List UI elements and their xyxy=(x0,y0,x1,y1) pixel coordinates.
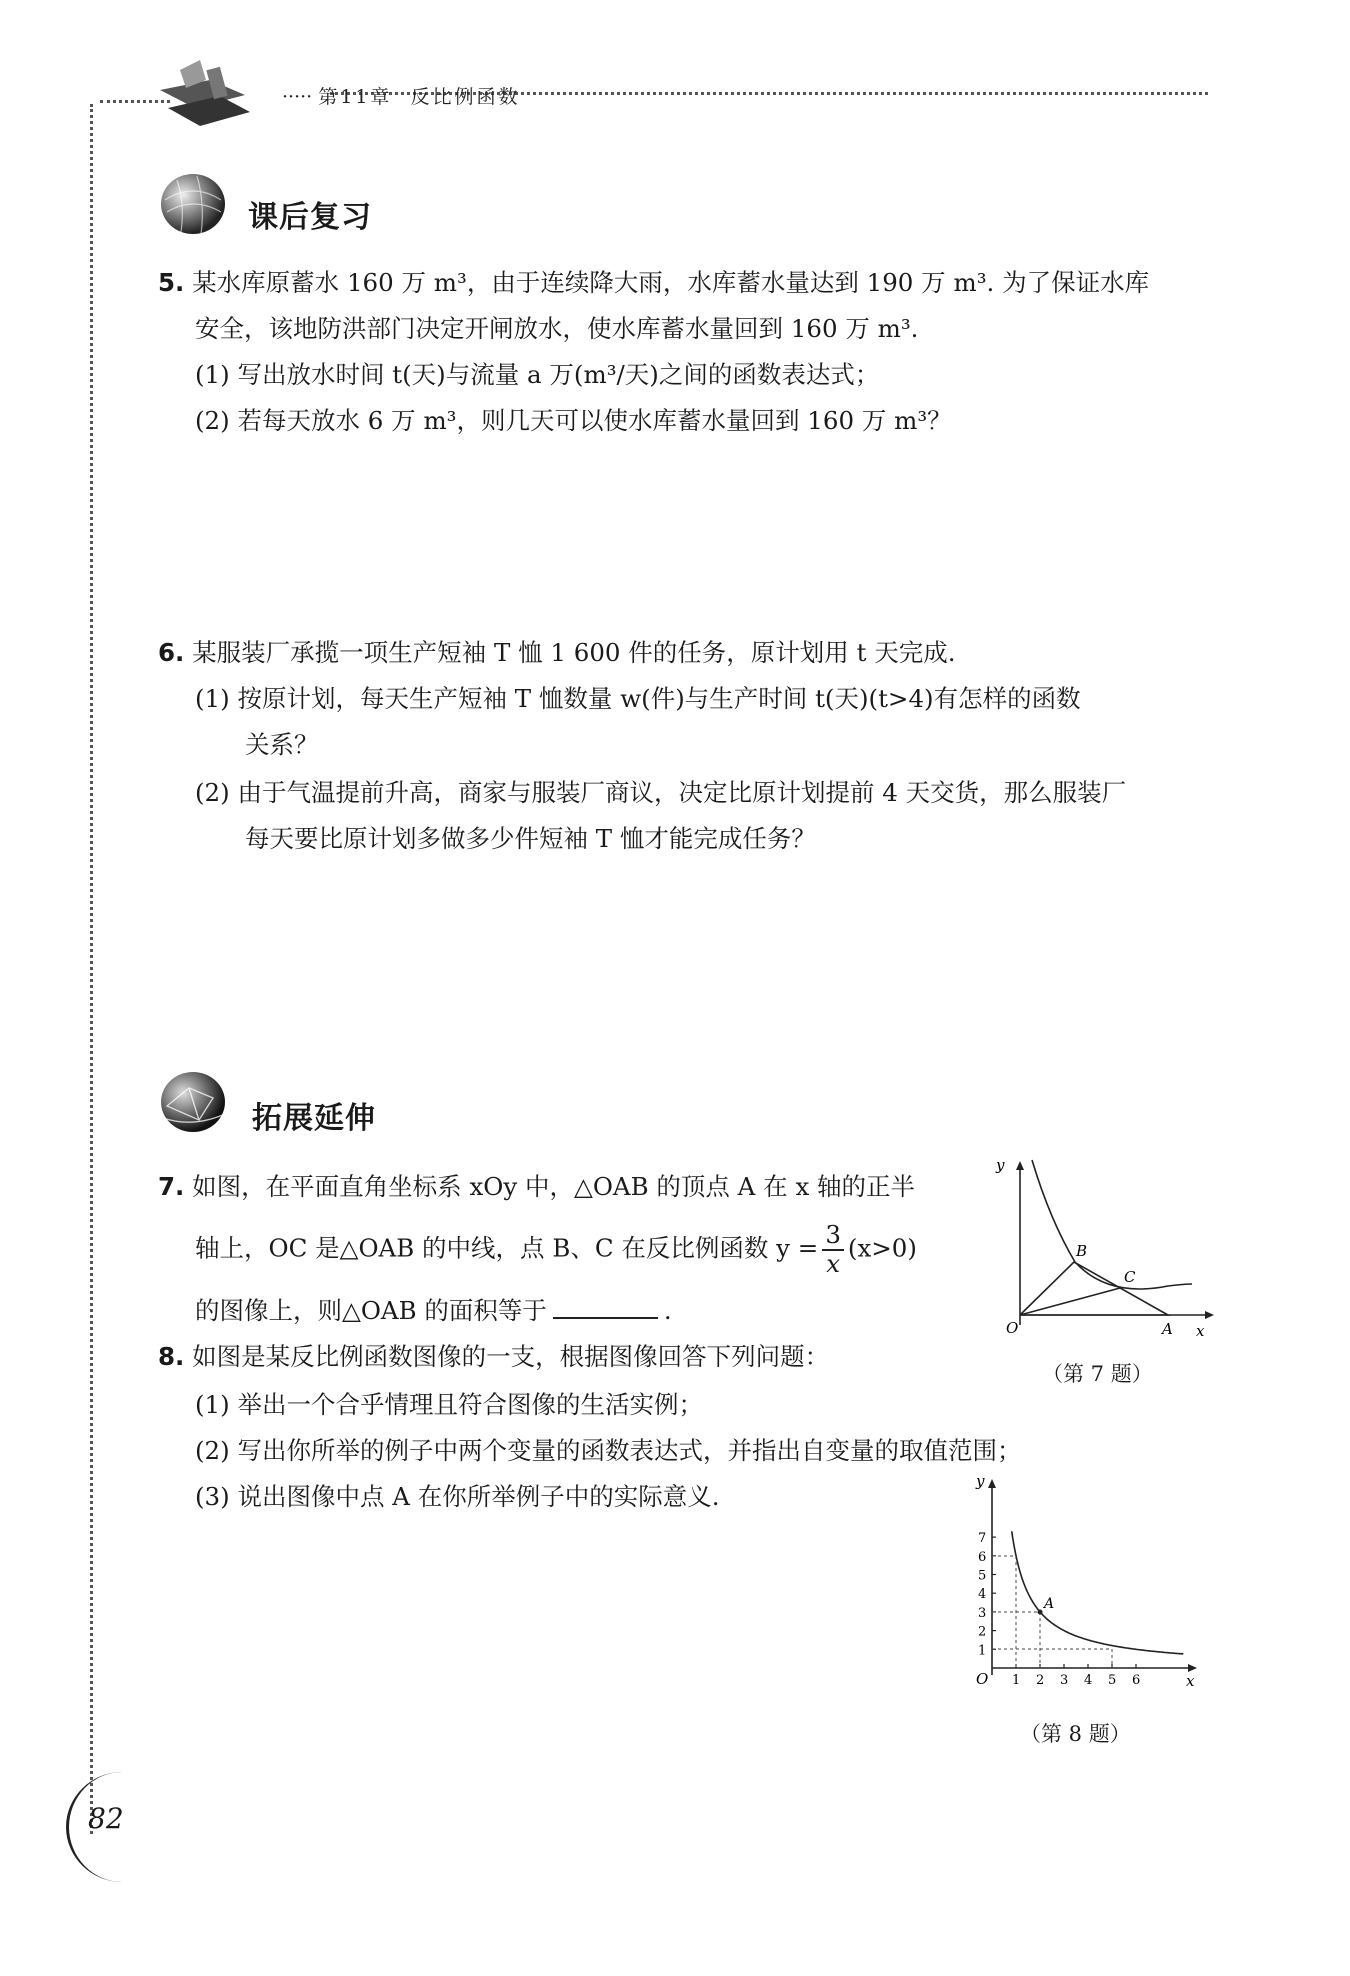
q8-text-1: 如图是某反比例函数图像的一支，根据图像回答下列问题： xyxy=(192,1342,830,1371)
q5-part-2: (2) 若每天放水 6 万 m³，则几天可以使水库蓄水量回到 160 万 m³？ xyxy=(195,406,952,435)
books-logo-icon xyxy=(150,50,270,140)
fig8-guides xyxy=(992,1556,1112,1668)
fig8-y-tick-label: 1 xyxy=(978,1643,987,1659)
q6-part-2b: 每天要比原计划多做多少件短袖 T 恤才能完成任务？ xyxy=(245,824,816,853)
section-title-extension: 拓展延伸 xyxy=(252,1101,376,1136)
fig8-label-x: x xyxy=(1186,1672,1195,1690)
q7-line-3 xyxy=(195,1296,672,1325)
fig8-label-y: y xyxy=(976,1472,985,1490)
q7-line-1 xyxy=(158,1172,915,1201)
q7-answer-blank[interactable] xyxy=(553,1297,658,1319)
fig7-label-o: O xyxy=(1006,1319,1019,1337)
q5-line-1 xyxy=(158,268,1149,297)
fig8-x-tick-label: 5 xyxy=(1108,1673,1117,1688)
fig8-y-tick-label: 6 xyxy=(978,1549,987,1565)
q5-text-1: 某水库原蓄水 160 万 m³，由于连续降大雨，水库蓄水量达到 190 万 m³. 为了保证水库 xyxy=(192,268,1150,297)
q8-part-2: (2) 写出你所举的例子中两个变量的函数表达式，并指出自变量的取值范围； xyxy=(195,1436,1022,1465)
q7-text-2b: (x>0) xyxy=(847,1233,917,1263)
q5-number: 5. xyxy=(158,268,185,297)
figure-7 xyxy=(990,1150,1220,1350)
fig8-label-o: O xyxy=(976,1670,989,1688)
q7-line-2 xyxy=(195,1222,917,1278)
page-number: 82 xyxy=(88,1802,124,1835)
q7-fraction xyxy=(822,1222,844,1278)
fig8-ticks xyxy=(978,1531,1140,1688)
q7-text-3a: 的图像上，则△OAB 的面积等于 xyxy=(195,1296,547,1325)
q7-text-2a: 轴上，OC 是△OAB 的中线，点 B、C 在反比例函数 y = xyxy=(195,1233,819,1263)
q5-part-1: (1) 写出放水时间 t(天)与流量 a 万(m³/天)之间的函数表达式； xyxy=(195,360,880,389)
fig7-label-y: y xyxy=(996,1156,1005,1174)
q6-text-1: 某服装厂承揽一项生产短袖 T 恤 1 600 件的任务，原计划用 t 天完成. xyxy=(192,638,956,667)
sphere-icon xyxy=(155,172,235,242)
q6-part-1b: 关系？ xyxy=(245,730,319,759)
fig8-x-tick-label: 2 xyxy=(1036,1673,1045,1688)
fig8-x-tick-label: 6 xyxy=(1132,1673,1141,1688)
chapter-title: 反比例函数 xyxy=(410,86,521,108)
q7-text-3b: . xyxy=(663,1296,672,1325)
q8-part-3: (3) 说出图像中点 A 在你所举例子中的实际意义. xyxy=(195,1482,720,1511)
q6-part-1a: (1) 按原计划，每天生产短袖 T 恤数量 w(件)与生产时间 t(天)(t>4)有怎样的函数 xyxy=(195,684,1081,713)
q6-part-2a: (2) 由于气温提前升高，商家与服装厂商议，决定比原计划提前 4 天交货，那么服装厂 xyxy=(195,778,1127,807)
q7-fraction-numerator: 3 xyxy=(822,1222,844,1251)
q5-text-2: 安全，该地防洪部门决定开闸放水，使水库蓄水量回到 160 万 m³. xyxy=(195,314,919,343)
fig7-label-x: x xyxy=(1196,1322,1205,1340)
fig8-y-arrow xyxy=(988,1479,996,1488)
fig7-label-a: A xyxy=(1162,1320,1173,1338)
fig8-y-tick-label: 3 xyxy=(978,1605,987,1621)
q7-fraction-denominator: x xyxy=(826,1248,841,1278)
fig7-hyperbola xyxy=(1032,1160,1192,1289)
fig8-label-a: A xyxy=(1044,1596,1055,1612)
figure-8-caption: （第 8 题） xyxy=(1020,1722,1131,1746)
q7-number: 7. xyxy=(158,1172,185,1201)
fig8-hyperbola xyxy=(1012,1531,1184,1654)
fig8-x-tick-label: 1 xyxy=(1012,1673,1021,1688)
fig7-label-c: C xyxy=(1124,1268,1136,1286)
q8-line-1 xyxy=(158,1342,829,1371)
q6-line-1 xyxy=(158,638,956,667)
chapter-header xyxy=(282,82,521,109)
q8-part-1: (1) 举出一个合乎情理且符合图像的生活实例； xyxy=(195,1390,703,1419)
chapter-number: 第11章 xyxy=(318,86,393,108)
fig8-x-arrow xyxy=(1188,1664,1197,1672)
section-title-review: 课后复习 xyxy=(248,200,372,235)
fig8-x-tick-label: 4 xyxy=(1084,1673,1093,1688)
globe-icon xyxy=(155,1070,235,1140)
fig8-y-tick-label: 4 xyxy=(978,1587,987,1603)
fig8-point-a xyxy=(1038,1610,1043,1615)
figure-8 xyxy=(950,1470,1210,1690)
fig7-label-b: B xyxy=(1076,1242,1088,1260)
fig7-y-arrow xyxy=(1016,1161,1024,1170)
q7-text-1: 如图，在平面直角坐标系 xOy 中，△OAB 的顶点 A 在 x 轴的正半 xyxy=(192,1172,916,1201)
fig8-y-tick-label: 2 xyxy=(978,1624,987,1640)
q6-number: 6. xyxy=(158,638,185,667)
fig7-median-oc xyxy=(1020,1288,1120,1315)
fig8-y-tick-label: 7 xyxy=(978,1531,987,1547)
figure-7-caption: （第 7 题） xyxy=(1042,1362,1153,1386)
fig8-y-tick-label: 5 xyxy=(978,1568,987,1584)
margin-dotted-rule xyxy=(90,104,93,1834)
fig7-x-arrow xyxy=(1205,1311,1214,1319)
fig8-x-tick-label: 3 xyxy=(1060,1673,1069,1688)
q8-number: 8. xyxy=(158,1342,185,1371)
